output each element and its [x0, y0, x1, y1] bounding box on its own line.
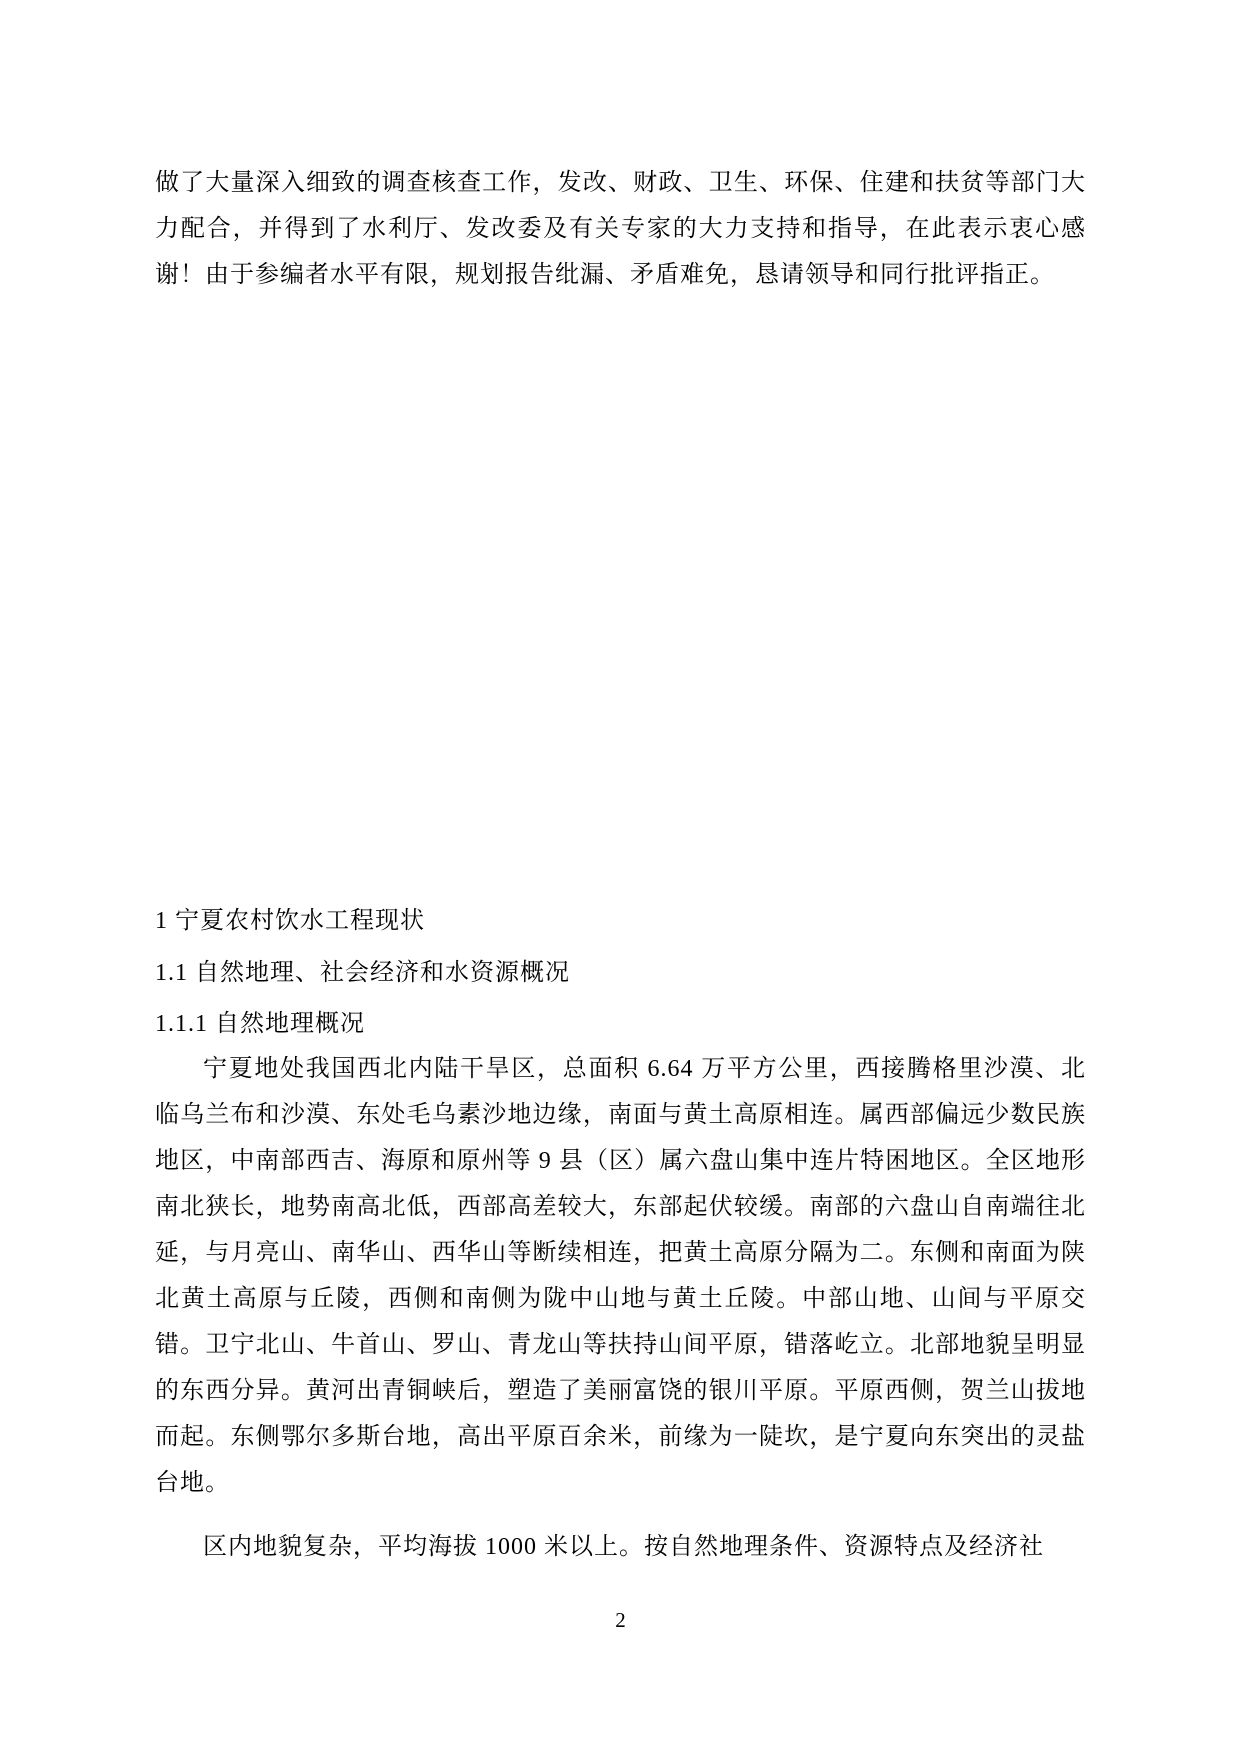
page-number: 2 — [615, 1608, 626, 1632]
acknowledgement-paragraph: 做了大量深入细致的调查核查工作，发改、财政、卫生、环保、住建和扶贫等部门大力配合，并得到了水利厅、发改委及有关专家的大力支持和指导，在此表示衷心感谢！由于参编者水平有限，规划报告纰漏、矛盾难免，恳请领导和同行批评指正。 — [155, 170, 1086, 288]
chapter-heading: 1 宁夏农村饮水工程现状 — [155, 908, 425, 934]
geography-paragraph-1: 宁夏地处我国西北内陆干旱区，总面积 6.64 万平方公里，西接腾格里沙漠、北临乌兰布和沙漠、东处毛乌素沙地边缘，南面与黄土高原相连。属西部偏远少数民族地区，中南部西吉、海原和原州等 9 县（区）属六盘山集中连片特困地区。全区地形南北狭长，地势南高北低，西部高差较大，东部起伏较缓。南部的六盘山自南端往北延，与月亮山、南华山、西华山等断续相连，把黄土高原分隔为二。东侧和南面为陕北黄土高原与丘陵，西侧和南侧为陇中山地与黄土丘陵。中部山地、山间与平原交错。卫宁北山、牛首山、罗山、青龙山等扶持山间平原，错落屹立。北部地貌呈明显的东西分异。黄河出青铜峡后，塑造了美丽富饶的银川平原。平原西侧，贺兰山拔地而起。东侧鄂尔多斯台地，高出平原百余米，前缘为一陡坎，是宁夏向东突出的灵盐台地。 — [155, 1056, 1086, 1496]
section-heading: 1.1 自然地理、社会经济和水资源概况 — [155, 960, 570, 986]
geography-paragraph-2: 区内地貌复杂，平均海拔 1000 米以上。按自然地理条件、资源特点及经济社 — [203, 1534, 1044, 1560]
subsection-heading: 1.1.1 自然地理概况 — [155, 1011, 365, 1037]
